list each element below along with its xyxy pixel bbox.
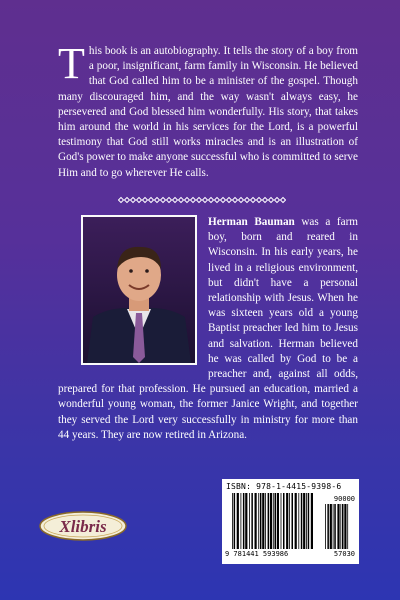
divider-diamond [215,198,220,203]
barcode-bar [333,504,334,549]
back-cover-blurb [58,39,358,181]
barcode-bar [262,493,264,549]
barcode-bar [289,493,290,549]
barcode-bar [334,504,336,549]
svg-text:Xlibris: Xlibris [59,517,107,536]
divider-diamond [143,198,148,203]
barcode-bar [234,493,236,549]
barcode-price-number: 57030 [333,550,355,558]
divider-diamond [161,198,166,203]
divider-diamond [263,198,268,203]
barcode-bar [245,493,247,549]
barcode-bar [273,493,274,549]
divider-diamond [119,198,124,203]
divider-diamond [239,198,244,203]
author-bio [58,215,358,443]
divider-diamond [275,198,280,203]
barcode-bar [265,493,266,549]
barcode-bar [249,493,250,549]
barcode-bar [255,493,257,549]
divider-diamond [257,198,262,203]
isbn-text: ISBN: 978-1-4415-9398-6 [226,482,342,491]
barcode-bar [277,493,279,549]
divider-diamond [179,198,184,203]
barcode-bar [311,493,313,549]
ornamental-divider [118,196,286,204]
barcode-bar [243,493,245,549]
barcode-bar [298,493,299,549]
divider-diamond [251,198,256,203]
author-name: Herman Bauman [208,216,295,228]
price-barcode [325,504,355,549]
divider-diamond [167,198,172,203]
divider-diamond [209,198,214,203]
divider-diamond [233,198,238,203]
barcode-bar [283,493,285,549]
barcode-bar [251,493,253,549]
barcode-bar [301,493,303,549]
barcode-bar [295,493,297,549]
barcode-bar [340,504,341,549]
barcode-number: 9 781441 593986 [225,550,289,558]
isbn-barcode [232,493,318,549]
barcode-bar [275,493,277,549]
barcode-bar [344,504,346,549]
divider-diamond [221,198,226,203]
barcode-bar [270,493,272,549]
barcode-bar [303,493,305,549]
barcode-bar [260,493,262,549]
price-code: 90000 [333,495,355,503]
barcode-bar [306,493,307,549]
xlibris-logo [38,510,128,542]
divider-diamond [149,198,154,203]
barcode-bar [347,504,348,549]
barcode-bar [281,493,282,549]
drop-cap: T [58,39,85,88]
divider-diamond [131,198,136,203]
divider-diamond [125,198,130,203]
divider-diamond [185,198,190,203]
divider-diamond [173,198,178,203]
divider-diamond [197,198,202,203]
divider-diamond [203,198,208,203]
divider-diamond [269,198,274,203]
blurb-text: his book is an autobiography. It tells the story of a boy from a poor, insignificant, farm family in Wisconsin. He believed that God called him to be a minister of the gospel. Though many discouraged him, and the way wasn't always easy, he persevered and God blessed him wonderfully. His story, that takes him around the world in his services for the Lord, is a powerful testimony that God still works miracles and is an illustration of God's power to make anyone successful who is committed to serve Him and to go wherever He calls. [58,45,358,179]
barcode-bar [268,493,270,549]
barcode-bar [241,493,242,549]
barcode-bar [337,504,339,549]
barcode-bar [342,504,344,549]
barcode-bar [325,504,326,549]
photo-spacer [58,215,208,377]
barcode-bar [327,504,329,549]
barcode-bar [258,493,259,549]
barcode-panel [222,479,359,564]
divider-diamond [227,198,232,203]
barcode-bar [232,493,233,549]
barcode-bar [292,493,294,549]
barcode-bar [330,504,332,549]
divider-diamond [245,198,250,203]
barcode-bar [237,493,239,549]
bio-text: was a farm boy, born and reared in Wisconsin. In his early years, he lived in a religious environment, but didn't have a personal relationship with Jesus. When he was sixteen years old a young Baptist preacher led him to Jesus and salvation. Herman believed he was called by God to be a preacher and, against all odds, prepared for that profession. He pursued an education, married a wonderful young woman, the former Janice Wright, and together they served the Lord very successfully in ministry for more than 44 years. They are now retired in Arizona. [58,216,358,441]
divider-diamond [137,198,142,203]
divider-diamond [281,198,286,203]
barcode-bar [308,493,310,549]
barcode-bar [286,493,288,549]
divider-diamond [155,198,160,203]
divider-diamond [191,198,196,203]
